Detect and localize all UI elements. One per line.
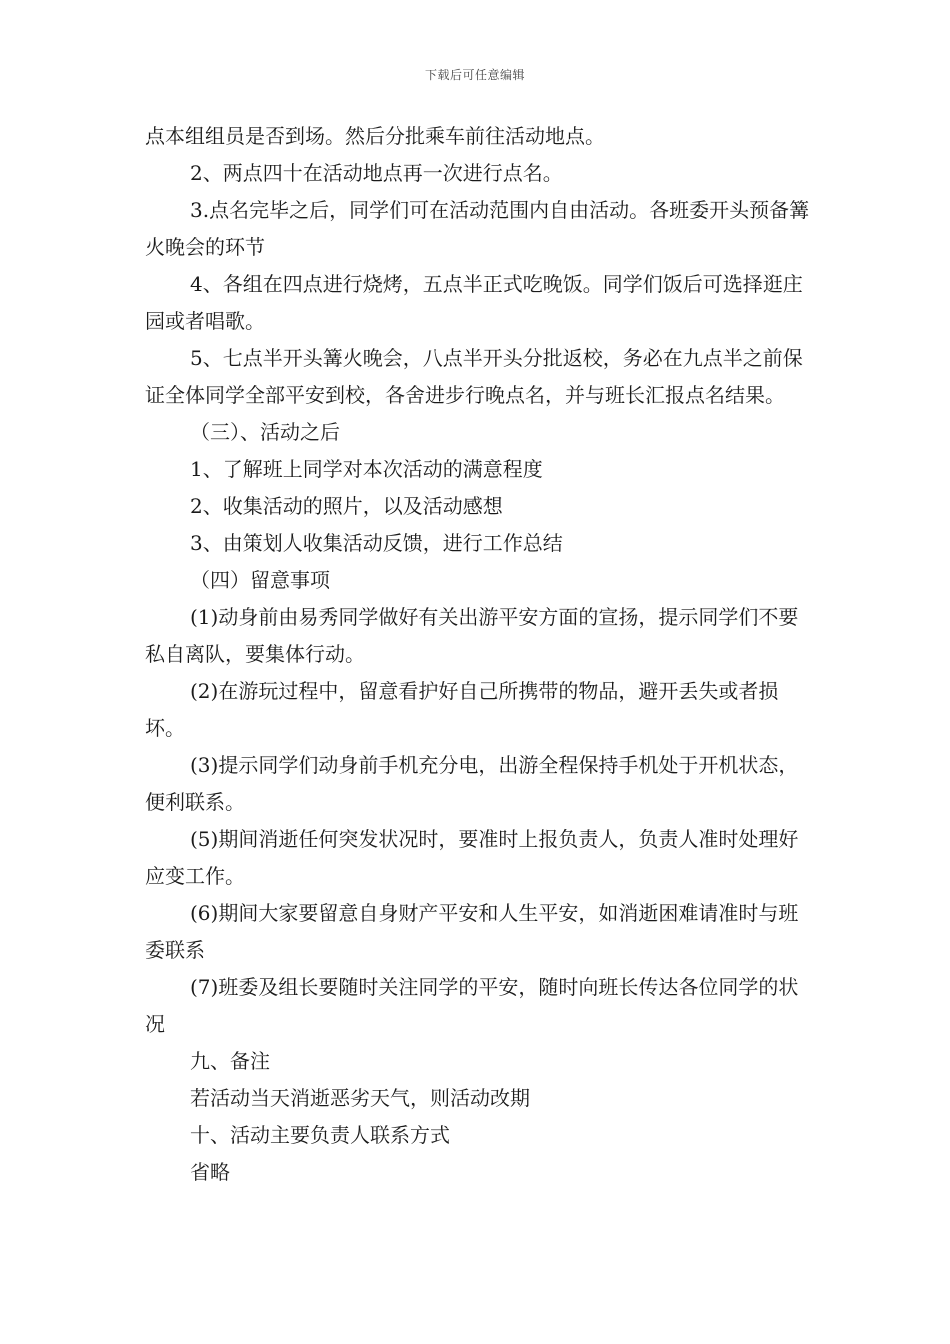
list-item: (6)期间大家要留意自身财产平安和人生平安，如消逝困难请准时与班委联系 xyxy=(145,901,799,962)
paragraph-2: 2、两点四十在活动地点再一次进行点名。 xyxy=(190,161,563,185)
paragraph-contact: 省略 xyxy=(190,1160,230,1184)
section-heading-after-activity: （三）、活动之后 xyxy=(190,420,340,444)
list-item: (7)班委及组长要随时关注同学的平安，随时向班长传达各位同学的状况 xyxy=(145,975,799,1036)
paragraph-5: 5、七点半开头篝火晚会，八点半开头分批返校，务必在九点半之前保证全体同学全部平安到校，各舍进步行晚点名，并与班长汇报点名结果。 xyxy=(145,346,803,407)
paragraph-remarks: 若活动当天消逝恶劣天气，则活动改期 xyxy=(190,1086,530,1110)
list-item: 1、了解班上同学对本次活动的满意程度 xyxy=(190,457,543,481)
list-item: (2)在游玩过程中，留意看护好自己所携带的物品，避开丢失或者损坏。 xyxy=(145,679,779,740)
paragraph-1: 点本组组员是否到场。然后分批乘车前往活动地点。 xyxy=(145,124,605,148)
list-item: (5)期间消逝任何突发状况时，要准时上报负责人，负责人准时处理好应变工作。 xyxy=(145,827,799,888)
list-item: (1)动身前由易秀同学做好有关出游平安方面的宣扬，提示同学们不要私自离队，要集体行动。 xyxy=(145,605,799,666)
list-item: 2、收集活动的照片，以及活动感想 xyxy=(190,494,503,518)
list-item: 3、由策划人收集活动反馈，进行工作总结 xyxy=(190,531,563,555)
paragraph-4: 4、各组在四点进行烧烤，五点半正式吃晚饭。同学们饭后可选择逛庄园或者唱歌。 xyxy=(145,272,803,333)
page-header: 下载后可任意编辑 xyxy=(424,68,525,82)
document-body xyxy=(145,118,810,1191)
section-heading-remarks: 九、备注 xyxy=(190,1049,270,1073)
section-heading-contact: 十、活动主要负责人联系方式 xyxy=(190,1123,450,1147)
section-heading-notes: （四）留意事项 xyxy=(190,568,330,592)
list-item: (3)提示同学们动身前手机充分电，出游全程保持手机处于开机状态，便利联系。 xyxy=(145,753,799,814)
paragraph-3: 3.点名完毕之后，同学们可在活动范围内自由活动。各班委开头预备篝火晚会的环节 xyxy=(145,198,810,259)
